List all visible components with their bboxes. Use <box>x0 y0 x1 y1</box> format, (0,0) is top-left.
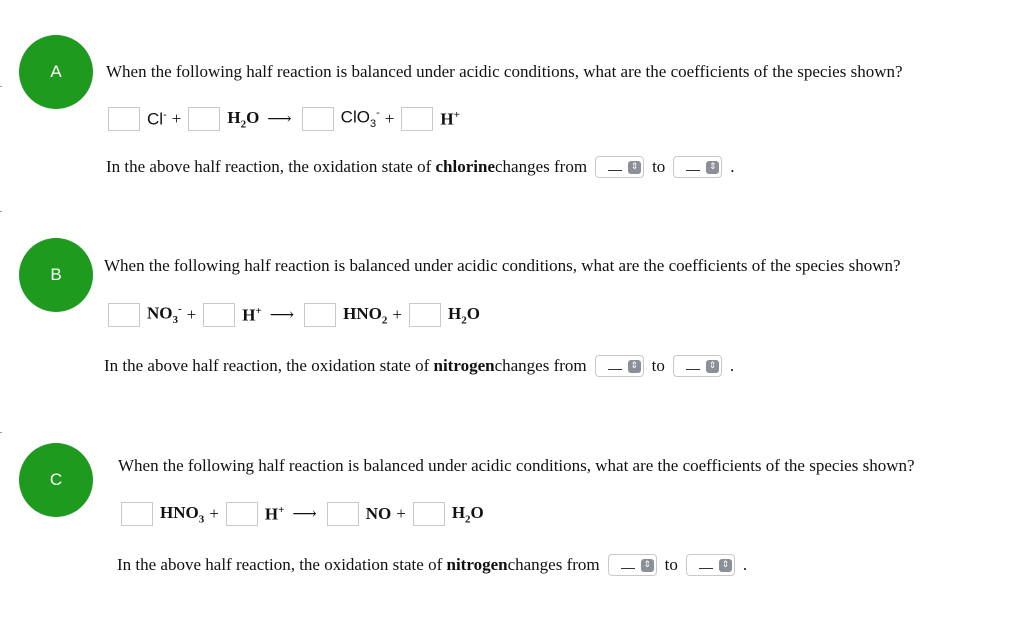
coefficient-input[interactable] <box>203 303 235 327</box>
species: $H_2O$ <box>447 303 480 327</box>
element-name: nitrogen <box>433 356 495 375</box>
coefficient-input[interactable] <box>121 502 153 526</box>
coefficient-input[interactable] <box>188 107 220 131</box>
oxidation-line-c <box>117 554 747 576</box>
oxidation-text: In the above half reaction, the oxidation state of <box>117 555 443 574</box>
reaction-arrow: ⟶ <box>292 504 317 523</box>
half-reaction-c <box>121 502 484 526</box>
to-state-select[interactable] <box>673 355 722 377</box>
from-state-select[interactable] <box>608 554 657 576</box>
half-reaction-b <box>108 303 480 327</box>
period: . <box>730 157 735 176</box>
select-value <box>686 369 700 370</box>
element-name: nitrogen <box>446 555 508 574</box>
to-label: to <box>652 157 666 176</box>
to-label: to <box>651 356 665 375</box>
edge-mark <box>0 86 2 87</box>
up-down-chevron-icon: ⇕ <box>628 161 641 174</box>
plus-sign: + <box>209 504 219 523</box>
edge-mark <box>0 211 2 212</box>
oxidation-line-b <box>104 355 734 377</box>
species: ClO$_3$- <box>340 107 380 131</box>
to-state-select[interactable] <box>686 554 735 576</box>
coefficient-input[interactable] <box>409 303 441 327</box>
question-prompt-c: When the following half reaction is balanced under acidic conditions, what are the coefficients of the species shown? <box>118 456 915 475</box>
species: $H_2O$ <box>451 502 484 526</box>
question-prompt-a: When the following half reaction is balanced under acidic conditions, what are the coefficients of the species shown? <box>106 62 903 81</box>
up-down-chevron-icon: ⇕ <box>628 360 641 373</box>
plus-sign: + <box>384 109 395 128</box>
species: H+ <box>242 304 262 325</box>
species: NO <box>365 504 392 523</box>
plus-sign: + <box>186 305 197 324</box>
from-state-select[interactable] <box>595 355 644 377</box>
up-down-chevron-icon: ⇕ <box>706 360 719 373</box>
to-state-select[interactable] <box>673 156 722 178</box>
coefficient-input[interactable] <box>302 107 334 131</box>
coefficient-input[interactable] <box>108 107 140 131</box>
plus-sign: + <box>171 109 182 128</box>
plus-sign: + <box>396 504 406 523</box>
edge-mark <box>0 432 2 433</box>
coefficient-input[interactable] <box>108 303 140 327</box>
question-badge-c: C <box>19 443 93 517</box>
reaction-arrow: ⟶ <box>267 109 292 128</box>
select-value <box>608 170 622 171</box>
plus-sign: + <box>392 305 402 324</box>
species: $HNO_2$ <box>343 303 388 327</box>
species: $NO_3^-$ <box>147 303 182 327</box>
coefficient-input[interactable] <box>401 107 433 131</box>
from-state-select[interactable] <box>595 156 644 178</box>
oxidation-text: changes from <box>507 555 600 574</box>
species: H+ <box>440 108 460 129</box>
coefficient-input[interactable] <box>327 502 359 526</box>
species: H+ <box>264 503 285 524</box>
select-value <box>686 170 700 171</box>
element-name: chlorine <box>435 157 495 176</box>
species: $H_2O$ <box>227 107 260 131</box>
question-badge-b: B <box>19 238 93 312</box>
half-reaction-a <box>108 107 460 131</box>
coefficient-input[interactable] <box>413 502 445 526</box>
oxidation-text: In the above half reaction, the oxidation state of <box>106 157 432 176</box>
up-down-chevron-icon: ⇕ <box>706 161 719 174</box>
select-value <box>621 568 635 569</box>
period: . <box>729 356 735 375</box>
oxidation-text: changes from <box>494 356 587 375</box>
oxidation-text: In the above half reaction, the oxidation state of <box>104 356 430 375</box>
question-prompt-b: When the following half reaction is balanced under acidic conditions, what are the coefficients of the species shown? <box>104 256 901 275</box>
period: . <box>742 555 748 574</box>
up-down-chevron-icon: ⇕ <box>719 559 732 572</box>
species: $HNO_3$ <box>160 502 205 526</box>
species: Cl- <box>147 108 167 129</box>
oxidation-text: changes from <box>495 157 588 176</box>
to-label: to <box>664 555 678 574</box>
oxidation-line-a <box>106 156 735 178</box>
coefficient-input[interactable] <box>304 303 336 327</box>
select-value <box>699 568 713 569</box>
coefficient-input[interactable] <box>226 502 258 526</box>
up-down-chevron-icon: ⇕ <box>641 559 654 572</box>
question-badge-a: A <box>19 35 93 109</box>
select-value <box>608 369 622 370</box>
reaction-arrow: ⟶ <box>269 305 295 324</box>
